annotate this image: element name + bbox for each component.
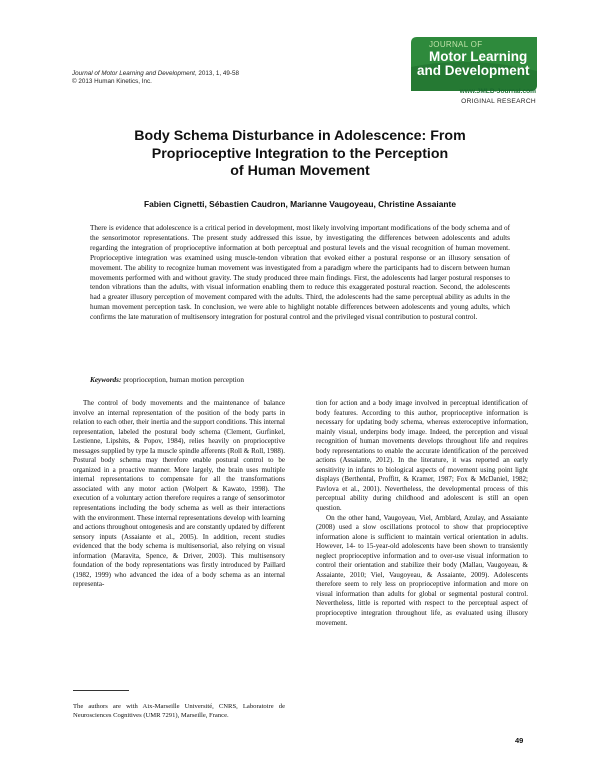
journal-name: Journal of Motor Learning and Development: [72, 70, 195, 77]
logo-motor-learning: Motor Learning: [429, 49, 528, 64]
body-paragraph: On the other hand, Vaugoyeau, Viel, Amblard, Azulay, and Assaiante (2008) used a slow oscillations protocol to show that proprioceptive information alone is sufficient to maintain vertical orientation in adults. However, 14- to 15-year-old adolescents have been shown to transiently neglect proprioceptive information and to over-use visual information to control their orientation and stabilize their body (Mallau, Vaugoyeau, & Assaiante, 2010; Viel, Vaugoyeau, & Assaiante, 2009). Adolescents therefore seem to rely less on proprioceptive information and more on visual information than adults for global or segmental postural control. Nevertheless, little is reported with respect to the perceptual aspect of proprioceptive integration throughout life, as evaluated using illusory movement.: [316, 513, 528, 627]
footnote-divider: [73, 690, 129, 691]
abstract: There is evidence that adolescence is a critical period in development, most likely involving important modifications of the body schema and of the sensorimotor representations. The present study addressed this issue, by investigating the differences between adolescents and adults regarding the integration of proprioceptive information at both perceptual and postural levels and the visual recognition of human movement. Proprioceptive integration was examined using muscle-tendon vibration that evoked either a postural response or an illusory sensation of movement. The ability to recognize human movement was investigated from a paradigm where the participants had to discern between human movements performed with and without gravity. The study produced three main findings. First, the adolescents had larger postural responses to tendon vibrations than the adults, with visual information enabling them to reduce this exaggerated postural reaction. Second, the adolescents had a greater illusory perception of movement compared with the adults. Third, the adolescents had the same perceptual ability as adults in the human movement perception task. In conclusion, we were able to highlight notable differences between adolescents and young adults, which confirms the late maturation of multisensory integration for postural control and the privileged visual contribution to postural control.: [90, 224, 510, 322]
author-list: Fabien Cignetti, Sébastien Caudron, Marianne Vaugoyeau, Christine Assaiante: [144, 199, 456, 209]
title-line: Proprioceptive Integration to the Perception: [151, 145, 449, 162]
body-paragraph: tion for action and a body image involved in perceptual identification of body features. According to this author, proprioceptive information is necessary for updating body schema, whereas exteroceptive information, mainly visual, underpins body image. Indeed, the perception and visual recognition of human movements develops throughout life and requires body representations to enable the accurate identification of the perceived actions (Assaiante, 2012). In the literature, it was reported an early sensitivity in infants to biological aspects of movement using point light displays (Berthental, Proffitt, & Kramer, 1987; Fox & McDaniel, 1982; Pavlova et al., 2001). Nevertheless, the developmental process of this perceptual ability during childhood and adolescent is still an open question.: [316, 399, 528, 513]
body-paragraph: The control of body movements and the maintenance of balance involve an internal representation of the position of the body parts in relation to each other, their inertia and the support conditions. This internal representation, labeled the postural body schema (Clement, Gurfinkel, Lestienne, Lipshits, & Popov, 1984), relies heavily on proprioceptive messages supplied by type Ia muscle spindle afferents (Roll & Roll, 1988). Postural body schema may therefore enable postural control to be organized in a proactive manner. More largely, the brain uses multiple internal representations to compensate for all the transformations associated with any motor action (Wolpert & Kawato, 1998). The execution of a voluntary action therefore requires a range of sensorimotor representations including the body schema as well as their interactions with the environment. These internal representations develop with learning and actions throughout ontogenesis and are constantly updated by different sensory inputs (Assaiante et al., 2005). In addition, recent studies evidenced that the body schema is multisensorial, also relying on visual information (Maravita, Spence, & Driver, 2003). This multisensory foundation of the body representations was firstly introduced by Paillard (1982, 1999) who advanced the idea of a body schema as an internal representa-: [73, 399, 285, 589]
keywords-values: proprioception, human motion perception: [121, 376, 245, 384]
journal-website[interactable]: www.JMLD-Journal.com: [459, 88, 536, 95]
logo-and-development: and Development: [417, 63, 530, 78]
article-title: [60, 128, 540, 181]
copyright-line: © 2013 Human Kinetics, Inc.: [72, 78, 152, 86]
keywords-label: Keywords:: [90, 376, 122, 384]
article-section-label: ORIGINAL RESEARCH: [461, 98, 536, 105]
author-affiliation-footnote: The authors are with Aix-Marseille Université, CNRS, Laboratoire de Neurosciences Cognitives (UMR 7291), Marseille, France.: [73, 703, 285, 720]
journal-citation: [72, 70, 239, 86]
keywords: [90, 376, 510, 384]
title-line: of Human Movement: [230, 163, 370, 179]
citation-volume: , 2013, 1, 49-58: [194, 70, 239, 77]
journal-logo: [411, 37, 537, 91]
body-column-left: [73, 399, 285, 590]
logo-journal-of: JOURNAL OF: [429, 40, 483, 49]
page-number: 49: [515, 736, 524, 745]
body-column-right: [316, 399, 528, 628]
title-line: Body Schema Disturbance in Adolescence: From: [134, 128, 466, 144]
